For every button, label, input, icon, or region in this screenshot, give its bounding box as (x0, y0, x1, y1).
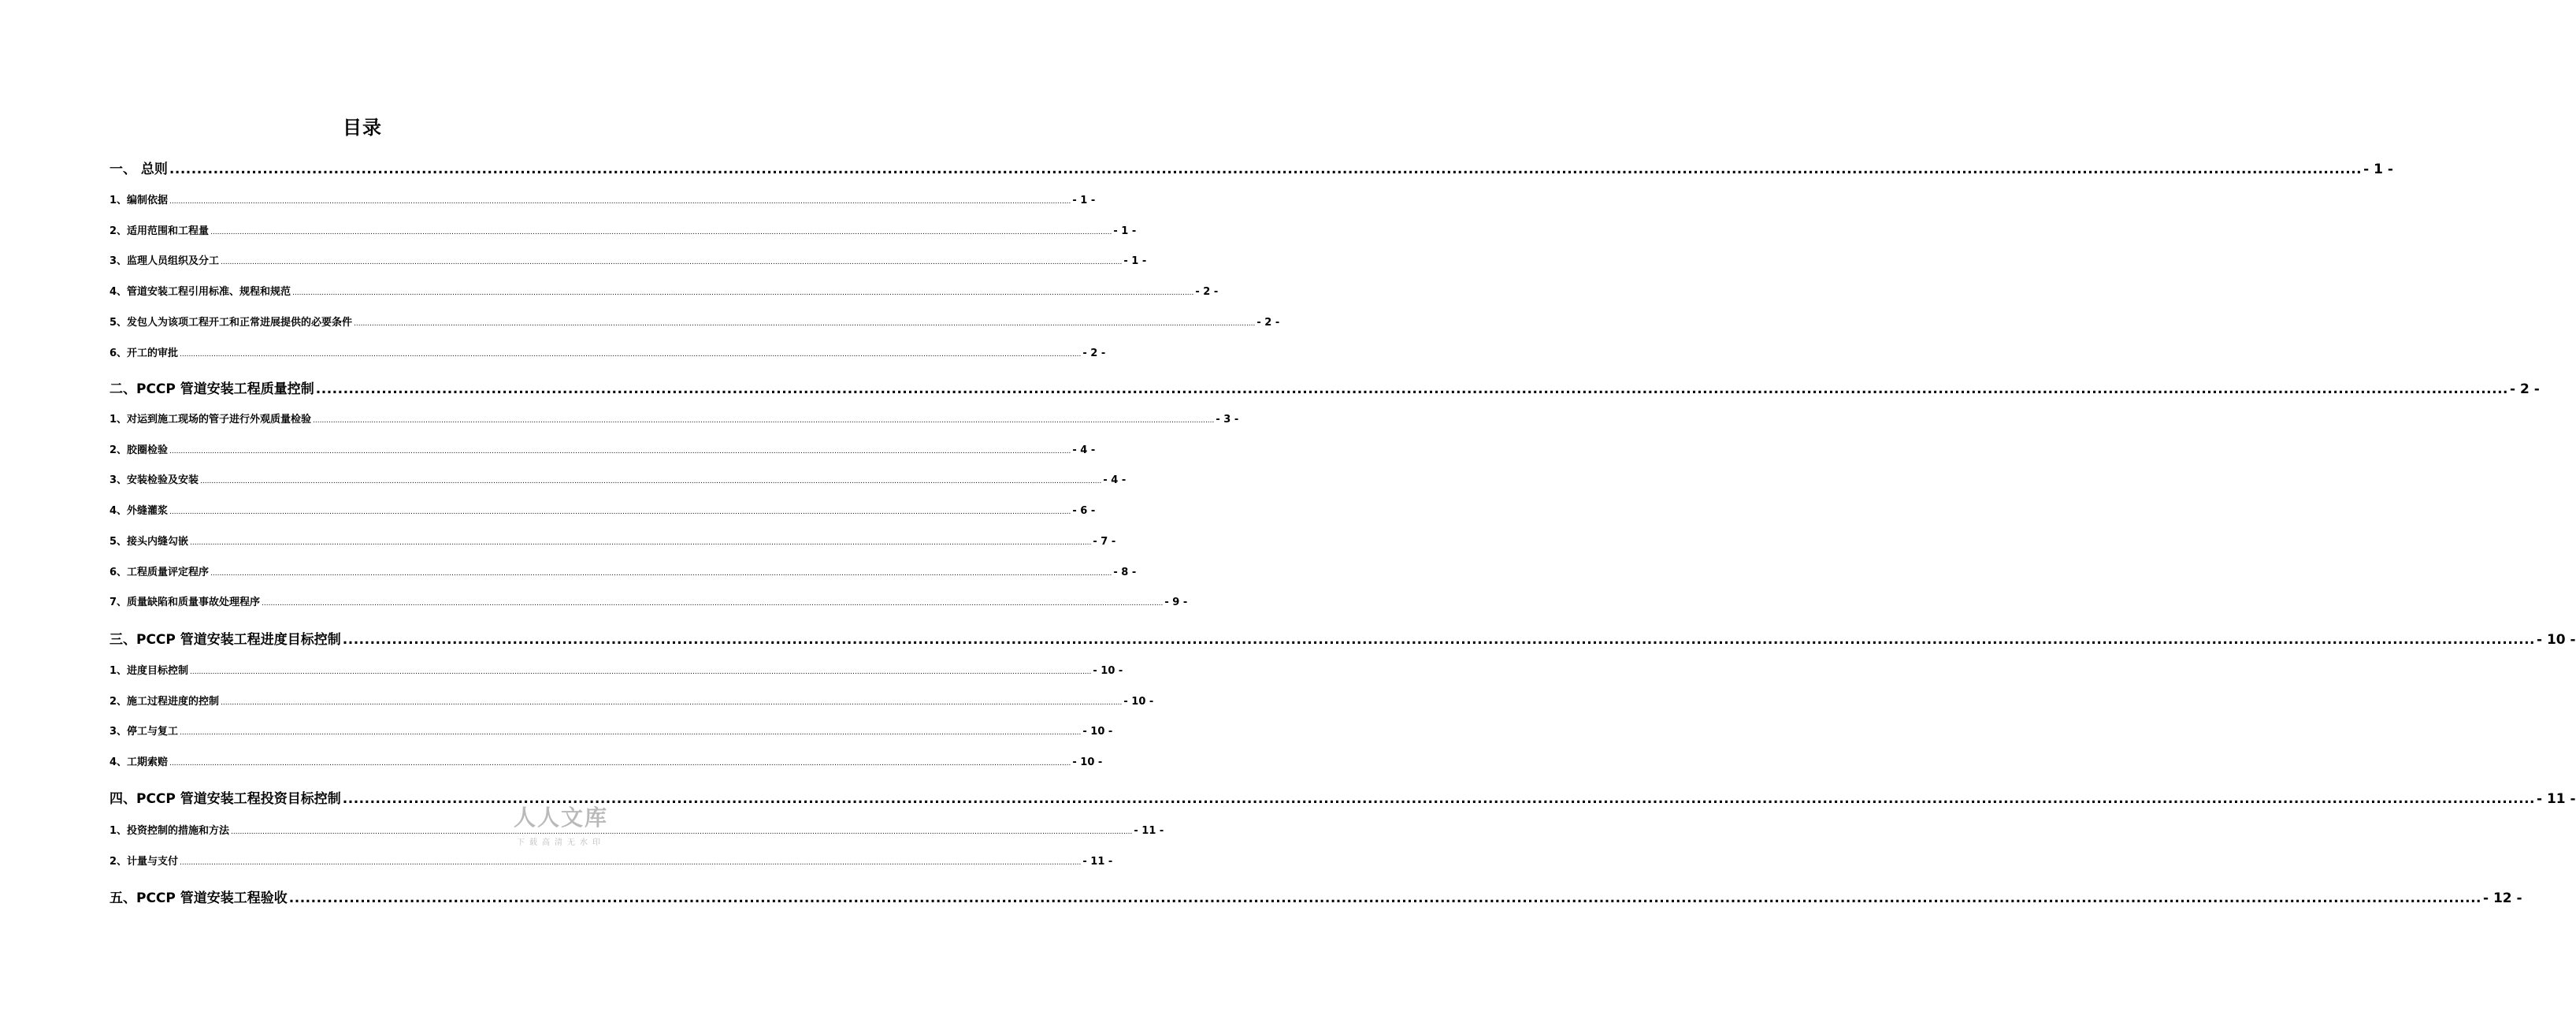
toc-page-number: - 9 - (1164, 597, 1188, 609)
toc-leader: ................................................................................................................................................................................................................................................................................................................................................................................................................ (354, 319, 1256, 328)
toc-heading-label: 四、PCCP 管道安装工程投资目标控制 (109, 791, 341, 807)
toc-item[interactable] (109, 283, 1219, 299)
toc-leader: ................................................................................................................................................................................................................................................................................................................................................................................................................ (180, 729, 1082, 738)
toc-item[interactable] (109, 723, 1113, 738)
toc-item-label: 1、投资控制的措施和方法 (109, 825, 230, 837)
toc-page-number: - 3 - (1216, 414, 1239, 426)
toc-leader: ................................................................................................................................................................................................................................................................................................................................................................................................................ (313, 417, 1215, 425)
toc-leader: ................................................................................................................................................................................................................................................................................................................................................................................................................ (342, 632, 2535, 648)
toc-leader: ................................................................................................................................................................................................................................................................................................................................................................................................................ (169, 760, 1071, 768)
toc-item[interactable] (109, 563, 1137, 578)
toc-leader: ................................................................................................................................................................................................................................................................................................................................................................................................................ (169, 198, 1071, 206)
toc-page-number: - 4 - (1072, 444, 1096, 456)
toc-heading[interactable] (109, 158, 2393, 177)
toc-item[interactable] (109, 662, 1123, 677)
toc-item-label: 1、编制依据 (109, 195, 169, 206)
toc-item[interactable] (109, 411, 1239, 426)
toc-item-label: 2、胶圈检验 (109, 444, 169, 456)
toc-page-number: - 10 - (1082, 726, 1113, 738)
page-title: 目录 (343, 117, 382, 139)
toc-item-label: 2、施工过程进度的控制 (109, 695, 220, 708)
watermark-slogan: 下载高清无水印 (517, 838, 605, 847)
toc-page-number: - 2 - (1195, 286, 1219, 299)
toc-item-label: 6、开工的审批 (109, 347, 179, 359)
toc-leader: ................................................................................................................................................................................................................................................................................................................................................................................................................ (190, 538, 1092, 547)
toc-item-label: 3、停工与复工 (109, 726, 179, 738)
toc-item[interactable] (109, 314, 1280, 329)
toc-leader: ................................................................................................................................................................................................................................................................................................................................................................................................................ (210, 228, 1112, 236)
toc-page-number: - 11 - (1082, 855, 1113, 868)
toc-item[interactable] (109, 252, 1147, 268)
toc-heading[interactable] (109, 887, 2522, 906)
toc-page-number: - 10 - (2537, 632, 2576, 648)
toc-page-number: - 10 - (1093, 665, 1123, 677)
toc-heading-label: 三、PCCP 管道安装工程进度目标控制 (109, 632, 341, 648)
toc-item-label: 4、管道安装工程引用标准、规程和规范 (109, 286, 291, 299)
toc-item-label: 7、质量缺陷和质量事故处理程序 (109, 597, 261, 609)
toc-heading[interactable] (109, 628, 2576, 648)
toc-leader: ................................................................................................................................................................................................................................................................................................................................................................................................................ (231, 828, 1133, 836)
toc-item-label: 4、外缝灌浆 (109, 505, 169, 518)
toc-item[interactable] (109, 533, 1116, 548)
toc-leader: ................................................................................................................................................................................................................................................................................................................................................................................................................ (288, 890, 2481, 906)
toc-item[interactable] (109, 693, 1154, 708)
toc-item-label: 3、安装检验及安装 (109, 474, 199, 487)
toc-item-label: 1、对运到施工现场的管子进行外观质量检验 (109, 414, 312, 426)
watermark-brand: 人人文库 (513, 805, 608, 831)
toc-leader: ................................................................................................................................................................................................................................................................................................................................................................................................................ (180, 858, 1082, 867)
toc-page-number: - 4 - (1103, 474, 1127, 487)
toc-leader: ................................................................................................................................................................................................................................................................................................................................................................................................................ (221, 698, 1123, 707)
toc-item[interactable] (109, 471, 1127, 487)
toc-item[interactable] (109, 502, 1096, 518)
toc-item[interactable] (109, 191, 1096, 206)
toc-item[interactable] (109, 753, 1103, 769)
toc-leader: ................................................................................................................................................................................................................................................................................................................................................................................................................ (292, 289, 1194, 298)
toc-page-number: - 10 - (1072, 756, 1103, 769)
toc-leader: ................................................................................................................................................................................................................................................................................................................................................................................................................ (342, 791, 2535, 807)
toc-heading-label: 五、PCCP 管道安装工程验收 (109, 890, 288, 906)
toc-item[interactable] (109, 593, 1188, 609)
toc-item-label: 2、适用范围和工程量 (109, 225, 210, 237)
toc-leader: ................................................................................................................................................................................................................................................................................................................................................................................................................ (221, 258, 1123, 267)
toc-item[interactable] (109, 853, 1113, 868)
toc-item[interactable] (109, 441, 1096, 456)
watermark (506, 801, 616, 847)
toc-leader: ................................................................................................................................................................................................................................................................................................................................................................................................................ (180, 350, 1082, 359)
toc-item-label: 5、发包人为该项工程开工和正常进展提供的必要条件 (109, 316, 353, 329)
toc-page-number: - 8 - (1113, 566, 1137, 578)
toc-item-label: 5、接头内缝勾嵌 (109, 535, 189, 548)
toc-page-number: - 12 - (2483, 890, 2522, 906)
toc-leader: ................................................................................................................................................................................................................................................................................................................................................................................................................ (200, 478, 1102, 486)
toc-leader: ................................................................................................................................................................................................................................................................................................................................................................................................................ (315, 381, 2508, 397)
toc-page-number: - 10 - (1123, 695, 1154, 708)
toc-leader: ................................................................................................................................................................................................................................................................................................................................................................................................................ (210, 569, 1112, 578)
toc-page-number: - 11 - (2537, 791, 2576, 807)
toc-page-number: - 1 - (1072, 195, 1096, 206)
toc-item-label: 6、工程质量评定程序 (109, 566, 210, 578)
toc-item[interactable] (109, 222, 1137, 237)
toc-leader: ................................................................................................................................................................................................................................................................................................................................................................................................................ (169, 447, 1071, 455)
toc-page-number: - 2 - (1082, 347, 1106, 359)
toc-item[interactable] (109, 344, 1106, 359)
toc-leader: ................................................................................................................................................................................................................................................................................................................................................................................................................ (169, 162, 2363, 177)
toc-page-number: - 1 - (2363, 162, 2393, 177)
toc-leader: ................................................................................................................................................................................................................................................................................................................................................................................................................ (190, 668, 1092, 676)
toc-page-number: - 1 - (1123, 255, 1147, 268)
toc-heading-label: 一、 总则 (109, 162, 168, 177)
toc-item-label: 1、进度目标控制 (109, 665, 189, 677)
toc-page-number: - 2 - (1256, 316, 1280, 329)
toc-item-label: 2、计量与支付 (109, 855, 179, 868)
toc-page-number: - 7 - (1093, 535, 1116, 548)
toc-page-number: - 1 - (1113, 225, 1137, 237)
toc-heading-label: 二、PCCP 管道安装工程质量控制 (109, 381, 314, 397)
toc-heading[interactable] (109, 377, 2540, 397)
toc-leader: ................................................................................................................................................................................................................................................................................................................................................................................................................ (262, 600, 1164, 608)
toc-item-label: 4、工期索赔 (109, 756, 169, 769)
toc-page-number: - 11 - (1134, 825, 1164, 837)
toc-leader: ................................................................................................................................................................................................................................................................................................................................................................................................................ (169, 508, 1071, 517)
toc-item-label: 3、监理人员组织及分工 (109, 255, 220, 268)
toc-page-number: - 2 - (2510, 381, 2540, 397)
toc-page-number: - 6 - (1072, 505, 1096, 518)
